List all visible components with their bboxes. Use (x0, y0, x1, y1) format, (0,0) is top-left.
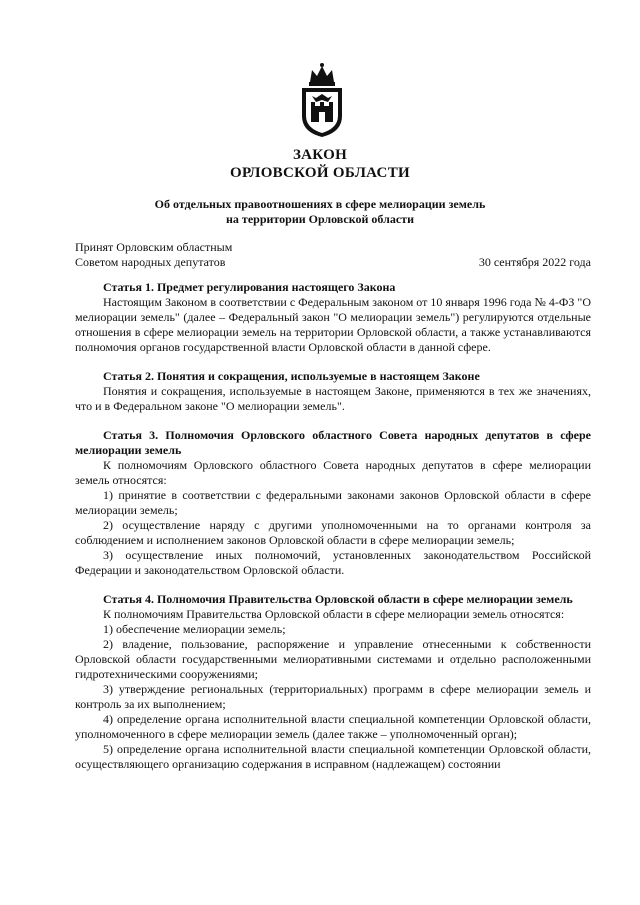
article-3-item: 2) осуществление наряду с другими уполномоченными на то органами контроля за соблюдением и исполнением законов Орловской области в сфере мелиорации земель; (75, 518, 591, 547)
article-3-item: 1) принятие в соответствии с федеральными законами законов Орловской области в сфере мелиорации земель; (75, 488, 591, 517)
adoption-date: 30 сентября 2022 года (478, 255, 591, 269)
article-1-heading: Статья 1. Предмет регулирования настоящего Закона (103, 280, 396, 294)
subject-line-2: на территории Орловской области (226, 212, 414, 226)
law-subject (0, 197, 640, 227)
article-3-heading: Статья 3. Полномочия Орловского областного Совета народных депутатов в сфере мелиорации земель (75, 428, 591, 457)
article-4-item: 2) владение, пользование, распоряжение и управление отнесенными к собственности Орловской области государственными мелиоративными системами и отдельно расположенными гидротехническими сооружениями; (75, 637, 591, 681)
law-word: ЗАКОН (292, 147, 348, 163)
article-4-item: 4) определение органа исполнительной власти специальной компетенции Орловской области, уполномоченного в сфере мелиорации земель (далее также – уполномоченный орган); (75, 712, 591, 741)
article-4-heading: Статья 4. Полномочия Правительства Орловской области в сфере мелиорации земель (103, 592, 573, 606)
article-3-paragraph: К полномочиям Орловского областного Совета народных депутатов в сфере мелиорации земель относятся: (75, 458, 591, 487)
adopted-by-line-1: Принят Орловским областным (75, 240, 233, 254)
law-title (0, 146, 640, 182)
article-4-item: 5) определение органа исполнительной власти специальной компетенции Орловской области, осуществляющего организацию содержания в исправном (надлежащем) состоянии (75, 742, 591, 771)
article-4-paragraph: К полномочиям Правительства Орловской области в сфере мелиорации земель относятся: (103, 607, 565, 621)
adoption-info (75, 240, 591, 270)
article-2-paragraph: Понятия и сокращения, используемые в настоящем Законе, применяются в тех же значениях, что и в Федеральном законе "О мелиорации земель". (75, 384, 591, 413)
article-4-item: 3) утверждение региональных (территориальных) программ в сфере мелиорации земель и контроль за их выполнением; (75, 682, 591, 711)
article-1-paragraph: Настоящим Законом в соответствии с Федеральным законом от 10 января 1996 года № 4-ФЗ "О мелиорации земель" (далее – Федеральный закон "О мелиорации земель") регулируются отдельные отношения в сфере мелиорации земель на территории Орловской области, а также устанавливаются полномочия органов государственной власти Орловской области в данной сфере. (75, 295, 591, 354)
law-body (75, 280, 591, 772)
article-4-item: 1) обеспечение мелиорации земель; (103, 622, 286, 636)
article-2-heading: Статья 2. Понятия и сокращения, используемые в настоящем Законе (103, 369, 480, 383)
adopted-by-line-2: Советом народных депутатов (75, 255, 226, 269)
coat-of-arms-icon (298, 62, 346, 138)
subject-line-1: Об отдельных правоотношениях в сфере мелиорации земель (154, 197, 486, 211)
region-name: ОРЛОВСКОЙ ОБЛАСТИ (230, 165, 410, 181)
article-3-item: 3) осуществление иных полномочий, установленных законодательством Российской Федерации и законодательством Орловской области. (75, 548, 591, 577)
